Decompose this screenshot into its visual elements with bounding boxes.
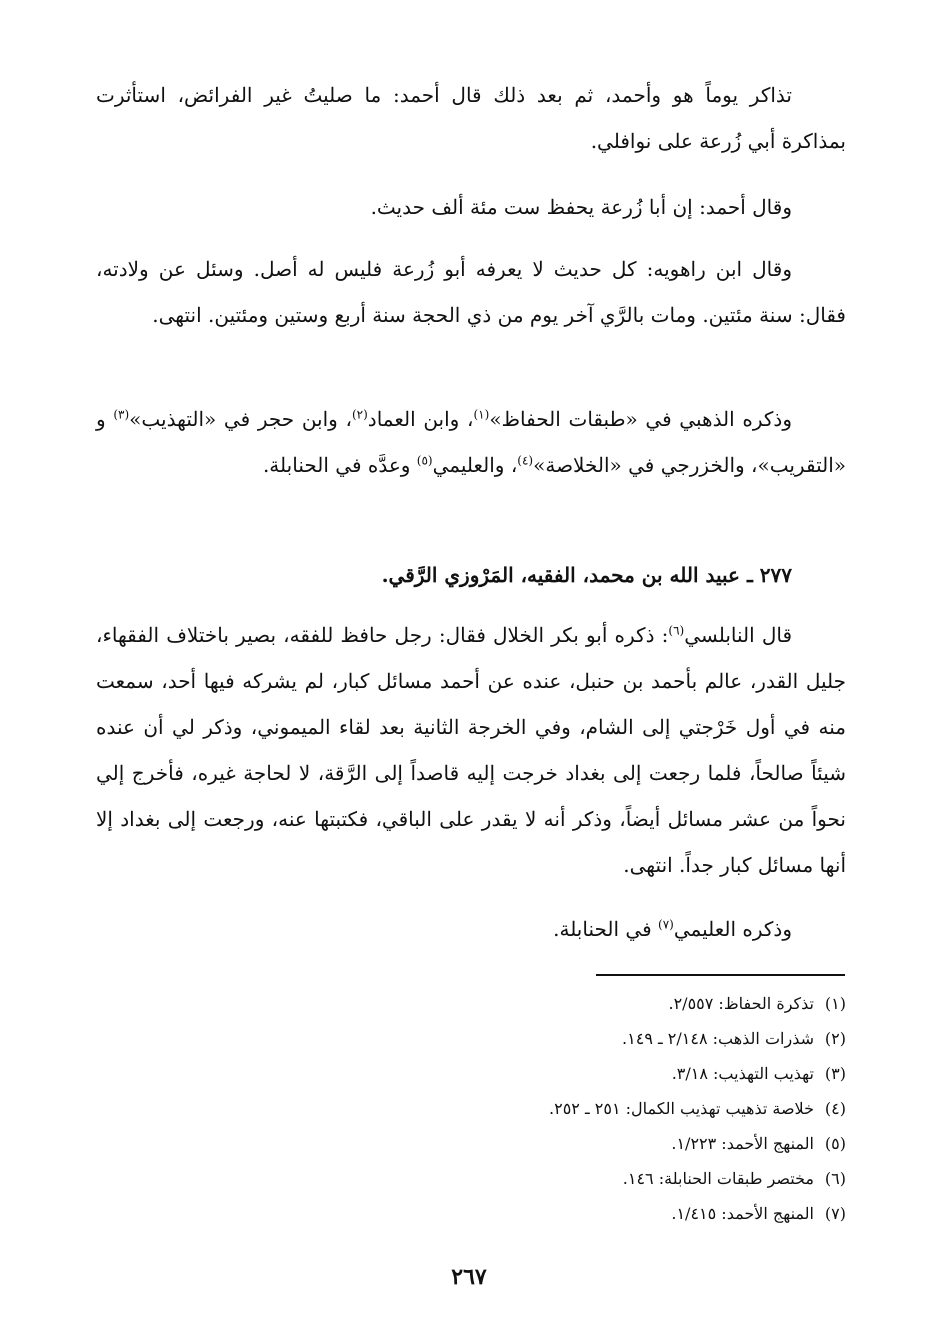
page-number: ٢٦٧ [451, 1264, 487, 1290]
text-run: : ذكره أبو بكر الخلال فقال: رجل حافظ للفقه، بصير باختلاف الفقهاء، جليل القدر، عالم بأحمد بن حنبل، عنده عن أحمد مسائل كبار، لم يشركه فيها أحد، سمعت منه في أول خَرْجتي إلى الشام، وفي الخرجة الثانية بعد لقاء الميموني، وذكر لي أن عنده شيئاً صالحاً، فلما رجعت إلى بغداد خرجت إليه قاصداً إلى الرَّقة، لا لحاجة غيره، فأخرج إلي نحواً من عشر مسائل أيضاً، وذكر أنه لا يقدر على الباقي، فكتبتها عنه، ورجعت إلى بغداد إلا أنها مسائل كبار جداً. انتهى. [96, 623, 846, 877]
footnote-text: تذكرة الحفاظ: ٢/٥٥٧. [668, 994, 814, 1013]
footnote-item [300, 1056, 846, 1091]
paragraph-text [96, 906, 846, 952]
footnote-number: (٧) [824, 1204, 846, 1223]
text-run: وذكره الذهبي في «طبقات الحفاظ» [489, 407, 792, 431]
text-run: ، وابن حجر في «التهذيب» [129, 407, 352, 431]
footnote-number: (٦) [824, 1169, 846, 1188]
footnote-text: شذرات الذهب: ٢/١٤٨ ـ ١٤٩. [622, 1029, 814, 1048]
footnote-ref-1: (١) [473, 407, 490, 422]
text-run: في الحنابلة. [553, 917, 659, 941]
footnote-number: (٣) [824, 1064, 846, 1083]
footnote-item [300, 1091, 846, 1126]
footnote-ref-5: (٥) [416, 453, 433, 468]
text-run: ، والعليمي [432, 453, 518, 477]
footnote-number: (١) [824, 994, 846, 1013]
paragraph-abu-zura-memory [96, 72, 846, 164]
paragraph-text: تذاكر يوماً هو وأحمد، ثم بعد ذلك قال أحمد: ما صليتُ غير الفرائض، استأثرت بمذاكرة أبي زُرعة على نوافلي. [96, 83, 846, 153]
paragraph-text [96, 396, 846, 488]
footnote-item [300, 1126, 846, 1161]
footnote-text: المنهج الأحمد: ١/٤١٥. [671, 1204, 814, 1223]
paragraph-alimi [96, 906, 846, 952]
footnote-ref-4: (٤) [517, 453, 534, 468]
paragraph-text [96, 612, 846, 888]
paragraph-text: وقال ابن راهويه: كل حديث لا يعرفه أبو زُرعة فليس له أصل. وسئل عن ولادته، فقال: سنة مئتين. ومات بالرَّي آخر يوم من ذي الحجة سنة أربع وستين ومئتين. انتهى. [96, 257, 846, 327]
entry-name: عبيد الله بن محمد، الفقيه، المَرْوزي الرَّقي. [381, 563, 747, 587]
paragraph-dhahabi-mention [96, 396, 846, 488]
footnote-item [300, 986, 846, 1021]
paragraph-text: وقال أحمد: إن أبا زُرعة يحفظ ست مئة ألف حديث. [370, 195, 792, 219]
entry-heading-text [96, 552, 846, 598]
paragraph-nabulsi [96, 612, 846, 888]
footnote-text: تهذيب التهذيب: ٣/١٨. [671, 1064, 814, 1083]
entry-number: ٢٧٧ ـ [746, 563, 792, 587]
footnote-text: مختصر طبقات الحنابلة: ١٤٦. [622, 1169, 814, 1188]
text-run: قال النابلسي [684, 623, 792, 647]
footnote-item [300, 1021, 846, 1056]
entry-heading [96, 552, 846, 598]
footnote-text: خلاصة تذهيب تهذيب الكمال: ٢٥١ ـ ٢٥٢. [549, 1099, 814, 1118]
footnotes [300, 986, 846, 1231]
footnote-ref-6: (٦) [668, 623, 685, 638]
paragraph-ibn-rahawayh [96, 246, 846, 338]
footnote-ref-3: (٣) [113, 407, 130, 422]
footnote-number: (٢) [824, 1029, 846, 1048]
footnote-ref-7: (٧) [658, 917, 674, 932]
footnote-number: (٥) [824, 1134, 846, 1153]
footnote-ref-2: (٢) [351, 407, 368, 422]
text-run: ، وابن العماد [367, 407, 474, 431]
text-run: وذكره العليمي [673, 917, 792, 941]
footnote-item [300, 1161, 846, 1196]
footnote-text: المنهج الأحمد: ١/٢٢٣. [671, 1134, 814, 1153]
footnote-separator [596, 974, 845, 976]
footnote-number: (٤) [824, 1099, 846, 1118]
text-run: و «التقريب»، والخزرجي في «الخلاصة» [96, 407, 846, 477]
paragraph-ahmad-saying [96, 184, 846, 230]
text-run: وعدَّه في الحنابلة. [262, 453, 417, 477]
footnote-item [300, 1196, 846, 1231]
